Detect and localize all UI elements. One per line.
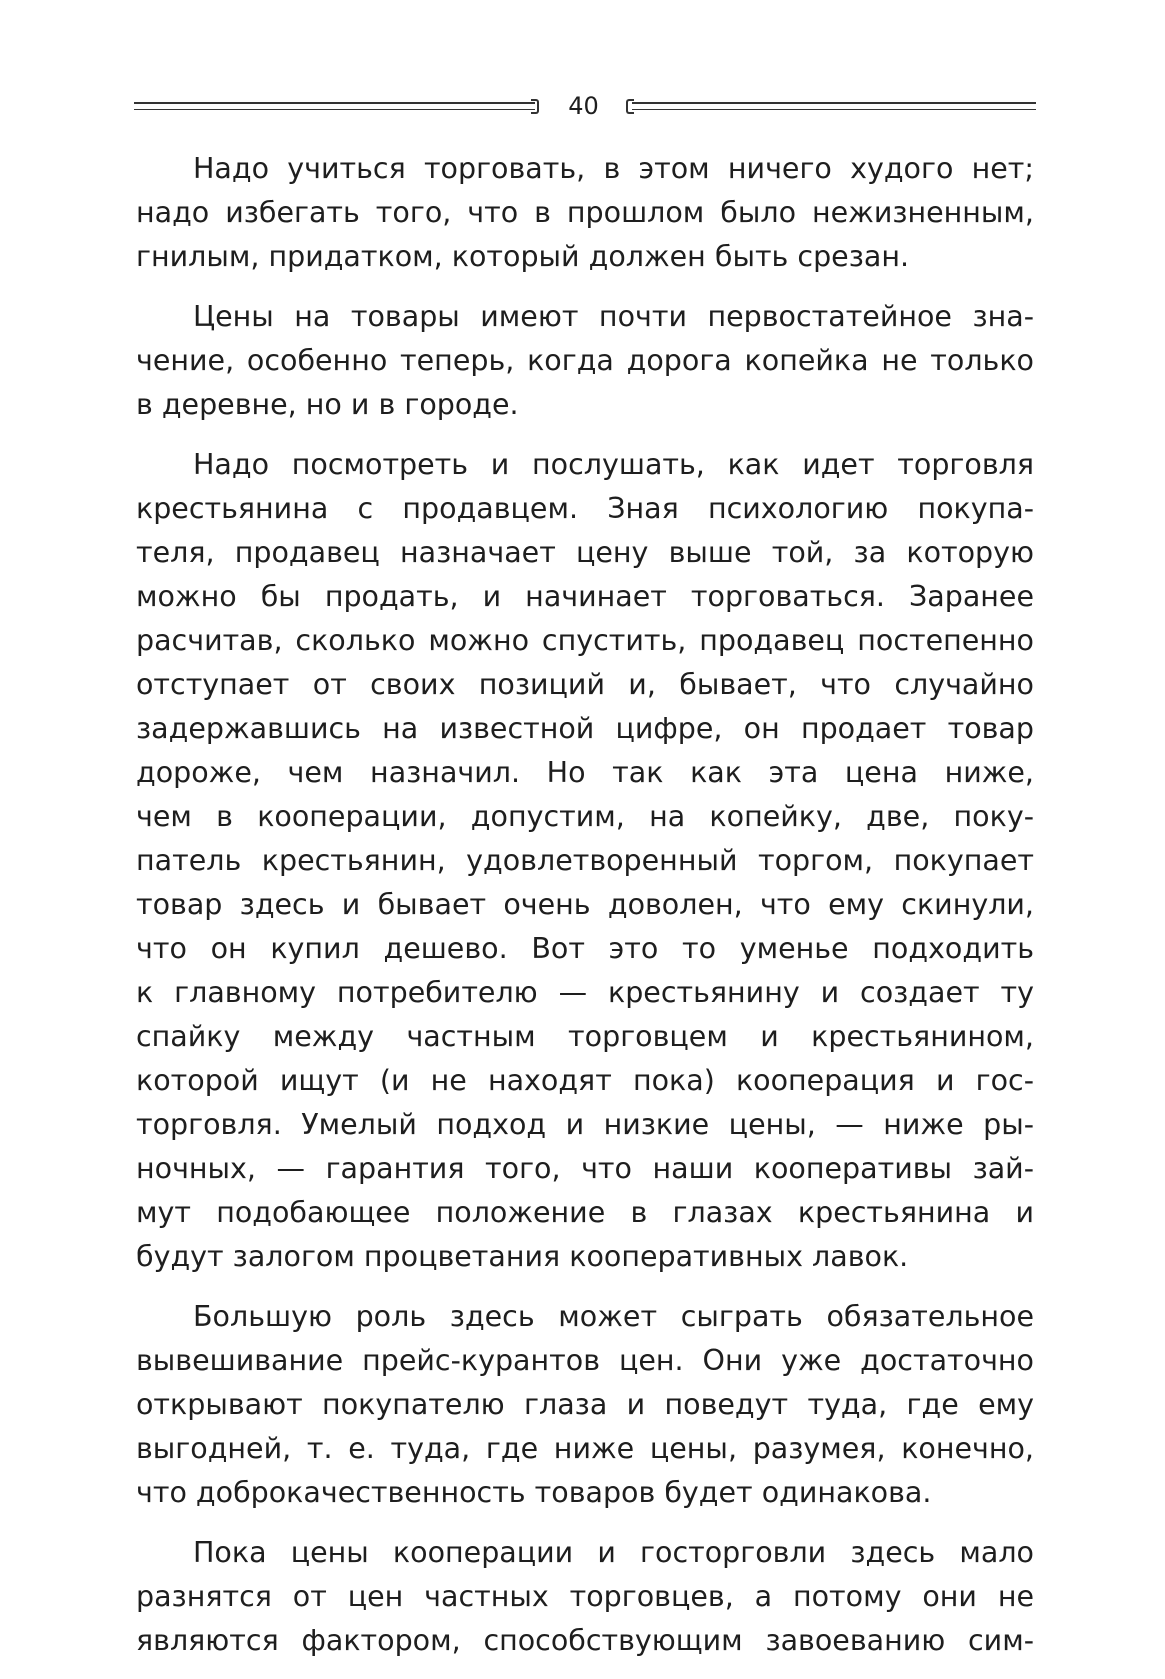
text-line: можно бы продать, и начинает торговаться. Заранее — [136, 580, 1034, 613]
text-line: чение, особенно теперь, когда дорога копейка не только — [136, 344, 1034, 377]
text-line: ночных, — гарантия того, что наши кооперативы зай- — [136, 1152, 1034, 1185]
text-line: что доброкачественность товаров будет одинакова. — [136, 1476, 932, 1509]
text-line: теля, продавец назначает цену выше той, за которую — [136, 536, 1034, 569]
text-line: Пока цены кооперации и госторговли здесь мало — [193, 1536, 1034, 1569]
text-line: крестьянина с продавцем. Зная психологию покупа- — [136, 492, 1034, 525]
paragraph-3 — [136, 443, 1034, 1279]
page-number: 40 — [568, 92, 599, 120]
text-line: будут залогом процветания кооперативных лавок. — [136, 1240, 909, 1273]
text-line: вывешивание прейс-курантов цен. Они уже достаточно — [136, 1344, 1034, 1377]
paragraph-2 — [136, 295, 1034, 427]
paragraph-4 — [136, 1295, 1034, 1515]
text-line: открывают покупателю глаза и поведут туда, где ему — [136, 1388, 1034, 1421]
text-line: спайку между частным торговцем и крестьянином, — [136, 1020, 1034, 1053]
text-line: Надо учиться торговать, в этом ничего худого нет; — [193, 152, 1034, 185]
text-line: дороже, чем назначил. Но так как эта цена ниже, — [136, 756, 1034, 789]
text-line: что он купил дешево. Вот это то уменье подходить — [136, 932, 1034, 965]
text-line: Цены на товары имеют почти первостатейное зна- — [193, 300, 1034, 333]
text-line: которой ищут (и не находят пока) кооперация и гос- — [136, 1064, 1034, 1097]
text-line: в деревне, но и в городе. — [136, 388, 519, 421]
header-rule-left — [134, 102, 535, 110]
text-line: мут подобающее положение в глазах крестьянина и — [136, 1196, 1034, 1229]
text-line: являются фактором, способствующим завоеванию сим- — [136, 1624, 1034, 1657]
paragraph-5 — [136, 1531, 1034, 1663]
text-line: надо избегать того, что в прошлом было нежизненным, — [136, 196, 1034, 229]
text-line: отступает от своих позиций и, бывает, что случайно — [136, 668, 1034, 701]
text-line: выгодней, т. е. туда, где ниже цены, разумея, конечно, — [136, 1432, 1034, 1465]
text-line: патель крестьянин, удовлетворенный торгом, покупает — [136, 844, 1034, 877]
text-line: задержавшись на известной цифре, он продает товар — [136, 712, 1034, 745]
text-line: к главному потребителю — крестьянину и создает ту — [136, 976, 1034, 1009]
text-line: Большую роль здесь может сыграть обязательное — [193, 1300, 1034, 1333]
header-rule-right — [632, 102, 1036, 110]
page-header — [134, 94, 1036, 124]
text-line: разнятся от цен частных торговцев, а потому они не — [136, 1580, 1034, 1613]
text-line: чем в кооперации, допустим, на копейку, две, поку- — [136, 800, 1034, 833]
text-line: торговля. Умелый подход и низкие цены, — ниже ры- — [136, 1108, 1034, 1141]
text-line: Надо посмотреть и послушать, как идет торговля — [193, 448, 1034, 481]
text-line: расчитав, сколько можно спустить, продавец постепенно — [136, 624, 1034, 657]
text-line: гнилым, придатком, который должен быть срезан. — [136, 240, 910, 273]
paragraph-1 — [136, 147, 1034, 279]
body-text — [136, 147, 1034, 1679]
text-line: товар здесь и бывает очень доволен, что ему скинули, — [136, 888, 1034, 921]
